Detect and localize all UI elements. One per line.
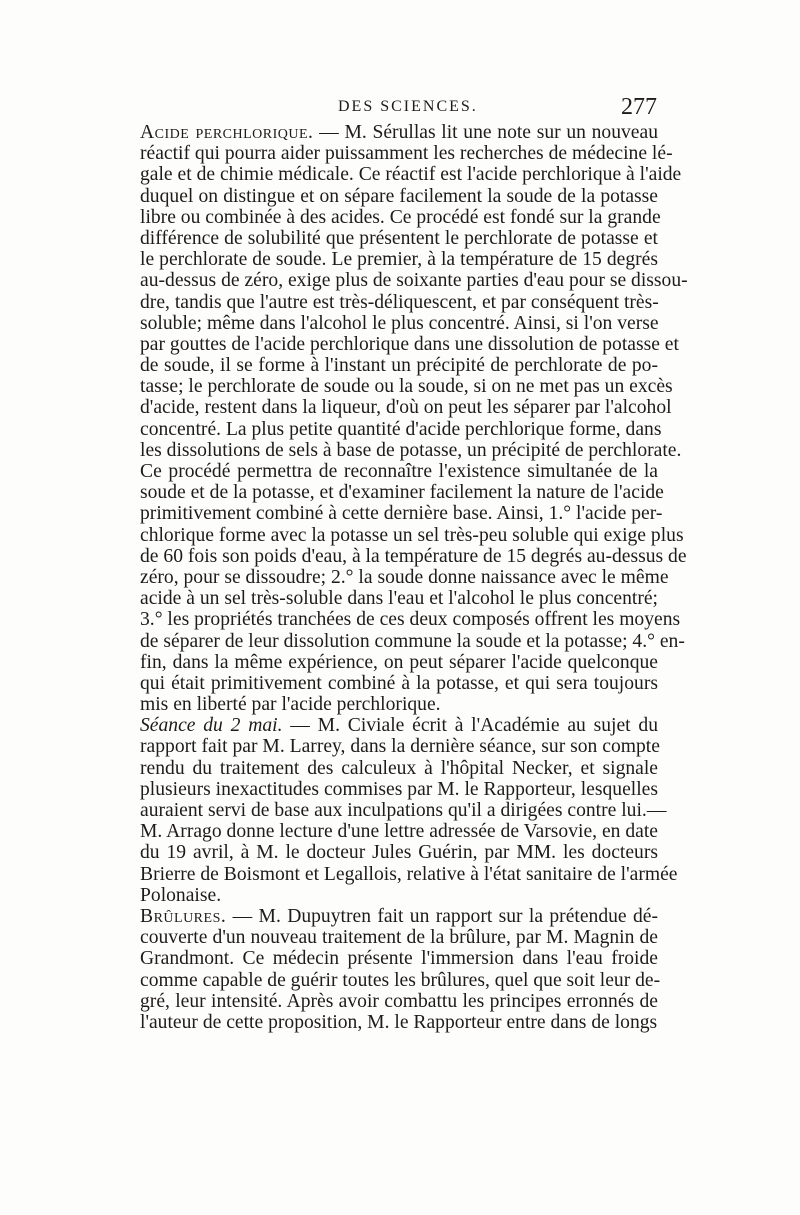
text-line: auraient servi de base aux inculpations qu'il a dirigées contre lui.— <box>140 800 667 821</box>
text-line: zéro, pour se dissoudre; 2.° la soude donne naissance avec le même <box>140 566 669 588</box>
text-line: Grandmont. Ce médecin présente l'immersion dans l'eau froide <box>140 948 658 970</box>
text-line: Brûlures. — M. Dupuytren fait un rapport sur la prétendue dé- <box>140 905 658 927</box>
page-number: 277 <box>621 94 657 120</box>
text-line: comme capable de guérir toutes les brûlures, quel que soit leur de- <box>140 969 661 991</box>
paragraph-lead: Brûlures. <box>140 905 227 927</box>
text-line: par gouttes de l'acide perchlorique dans une dissolution de potasse et <box>140 333 679 355</box>
text-line: au-dessus de zéro, exige plus de soixante parties d'eau pour se dissou- <box>140 270 688 292</box>
text-line: fin, dans la même expérience, on peut séparer l'acide quelconque <box>140 651 658 673</box>
text-line: 3.° les propriétés tranchées de ces deux composés offrent les moyens <box>140 609 681 631</box>
text-line: dre, tandis que l'autre est très-déliquescent, et par conséquent très- <box>140 291 659 313</box>
text-line: les dissolutions de sels à base de potasse, un précipité de perchlorate. <box>140 439 682 461</box>
text-line: Brierre de Boismont et Legallois, relative à l'état sanitaire de l'armée <box>140 863 678 885</box>
text-line: plusieurs inexactitudes commises par M. le Rapporteur, lesquelles <box>140 778 658 800</box>
text-line: qui était primitivement combiné à la potasse, et qui sera toujours <box>140 672 658 694</box>
paragraph <box>140 905 661 1033</box>
text-line: Séance du 2 mai. — M. Civiale écrit à l'Académie au sujet du <box>140 715 659 737</box>
page-body <box>140 122 688 1033</box>
text-line: duquel on distingue et on sépare facilement la soude de la potasse <box>140 185 658 207</box>
text-line: M. Arrago donne lecture d'une lettre adressée de Varsovie, en date <box>140 821 658 843</box>
text-line: de séparer de leur dissolution commune la soude et la potasse; 4.° en- <box>140 630 685 652</box>
text-line: réactif qui pourra aider puissamment les recherches de médecine lé- <box>140 143 673 165</box>
text-line: gale et de chimie médicale. Ce réactif est l'acide perchlorique à l'aide <box>140 164 682 186</box>
text-line: concentré. La plus petite quantité d'acide perchlorique forme, dans <box>140 418 662 440</box>
paragraph <box>140 715 678 906</box>
text-line: rendu du traitement des calculeux à l'hôpital Necker, et signale <box>140 757 658 779</box>
paragraph-lead: Séance du 2 mai. <box>140 715 283 737</box>
text-line: Acide perchlorique. — M. Sérullas lit une note sur un nouveau <box>140 122 658 143</box>
text-line: chlorique forme avec la potasse un sel très-peu soluble qui exige plus <box>140 524 684 546</box>
text-line: de 60 fois son poids d'eau, à la température de 15 degrés au-dessus de <box>140 545 687 567</box>
running-head: DES SCIENCES. <box>338 98 478 115</box>
text-line: couverte d'un nouveau traitement de la brûlure, par M. Magnin de <box>140 927 658 949</box>
text-line: du 19 avril, à M. le docteur Jules Guérin, par MM. les docteurs <box>140 842 658 864</box>
text-line: l'auteur de cette proposition, M. le Rapporteur entre dans de longs <box>140 1011 658 1033</box>
paragraph-lead: Acide perchlorique. <box>140 122 314 143</box>
text-line: rapport fait par M. Larrey, dans la dernière séance, sur son compte <box>140 736 660 758</box>
text-line: libre ou combinée à des acides. Ce procédé est fondé sur la grande <box>140 206 661 228</box>
text-line: gré, leur intensité. Après avoir combattu les principes erronnés de <box>140 990 658 1012</box>
text-line: Polonaise. <box>140 884 222 906</box>
paragraph <box>140 122 688 716</box>
text-line: soude et de la potasse, et d'examiner facilement la nature de l'acide <box>140 482 664 504</box>
text-line: acide à un sel très-soluble dans l'eau et l'alcohol le plus concentré; <box>140 588 658 610</box>
text-line: primitivement combiné à cette dernière base. Ainsi, 1.° l'acide per- <box>140 503 663 525</box>
text-line: différence de solubilité que présentent le perchlorate de potasse et <box>140 227 658 249</box>
text-line: mis en liberté par l'acide perchlorique. <box>140 694 441 716</box>
text-line: de soude, il se forme à l'instant un précipité de perchlorate de po- <box>140 355 658 377</box>
text-line: d'acide, restent dans la liqueur, d'où on peut les séparer par l'alcohol <box>140 397 672 419</box>
text-line: Ce procédé permettra de reconnaître l'existence simultanée de la <box>140 461 658 482</box>
text-line: tasse; le perchlorate de soude ou la soude, si on ne met pas un excès <box>140 376 673 398</box>
page-header <box>140 96 657 122</box>
text-line: le perchlorate de soude. Le premier, à la température de 15 degrés <box>140 249 658 271</box>
text-line: soluble; même dans l'alcohol le plus concentré. Ainsi, si l'on verse <box>140 312 659 334</box>
